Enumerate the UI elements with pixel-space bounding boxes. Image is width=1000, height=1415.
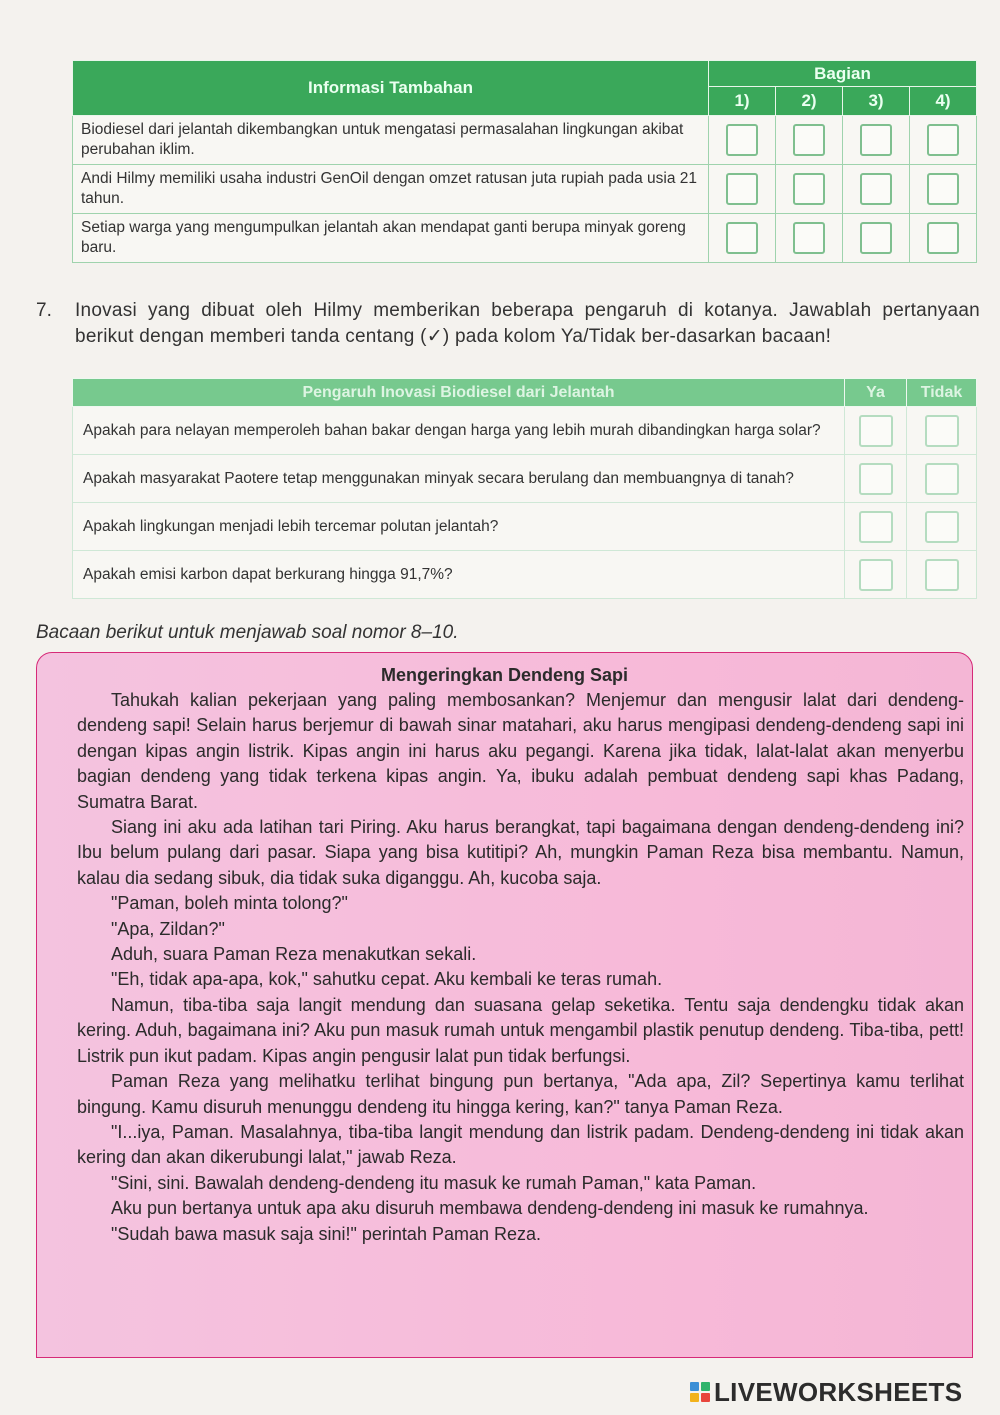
impact-question: Apakah lingkungan menjadi lebih tercemar polutan jelantah? [73,503,845,551]
story-paragraph: "Paman, boleh minta tolong?" [111,893,348,914]
answer-checkbox[interactable] [793,173,825,205]
answer-checkbox[interactable] [860,173,892,205]
yes-checkbox[interactable] [859,415,893,447]
part-header: 3) [843,87,910,116]
story-paragraph: "Eh, tidak apa-apa, kok," sahutku cepat. Aku kembali ke teras rumah. [111,969,663,990]
brand-name: LIVEWORKSHEETS [714,1376,963,1407]
logo-square [701,1393,710,1402]
answer-checkbox[interactable] [793,222,825,254]
story-paragraph: Namun, tiba-tiba saja langit mendung dan suasana gelap seketika. Tentu saja dendengku tidak akan kering. Aduh, bagaimana ini? Aku pun masuk rumah untuk mengambil plastik penutup dendeng. Tiba-tiba, pett! Listrik pun ikut padam. Kipas angin pengusir lalat pun tidak berfungsi. [77,994,964,1066]
answer-checkbox[interactable] [793,124,825,156]
part-header: 1) [709,87,776,116]
biodiesel-impact-table [72,378,977,599]
story-paragraph: "I...iya, Paman. Masalahnya, tiba-tiba langit mendung dan listrik padam. Dendeng-dendeng ini tidak akan kering dan akan dikerubungi lalat," jawab Reza. [77,1121,964,1168]
info-statement: Biodiesel dari jelantah dikembangkan untuk mengatasi permasalahan lingkungan akibat perubahan iklim. [73,116,709,165]
table-row [73,407,977,455]
liveworksheets-mark-icon [690,1382,710,1402]
part-header: 2) [776,87,843,116]
no-checkbox[interactable] [925,559,959,591]
yes-header: Ya [845,379,907,407]
additional-info-table [72,60,977,263]
answer-checkbox[interactable] [927,222,959,254]
question-number: 7. [36,300,52,321]
answer-checkbox[interactable] [726,124,758,156]
answer-checkbox[interactable] [927,173,959,205]
no-checkbox[interactable] [925,415,959,447]
answer-checkbox[interactable] [860,124,892,156]
answer-checkbox[interactable] [860,222,892,254]
impact-header: Pengaruh Inovasi Biodiesel dari Jelantah [73,379,845,407]
answer-checkbox[interactable] [726,222,758,254]
answer-checkbox[interactable] [927,124,959,156]
liveworksheets-logo [690,1376,962,1408]
story-paragraph: "Apa, Zildan?" [111,918,225,939]
question-text: Inovasi yang dibuat oleh Hilmy memberikan beberapa pengaruh di kotanya. Jawablah pertanyaan berikut dengan memberi tanda centang (✓) pada kolom Ya/Tidak ber-dasarkan bacaan! [75,300,980,347]
impact-question: Apakah masyarakat Paotere tetap menggunakan minyak secara berulang dan membuangnya di tanah? [73,455,845,503]
reading-instruction: Bacaan berikut untuk menjawab soal nomor 8–10. [36,622,459,643]
no-checkbox[interactable] [925,463,959,495]
logo-square [690,1393,699,1402]
table-row [73,165,977,214]
table-row [73,455,977,503]
yes-checkbox[interactable] [859,463,893,495]
story-paragraph: Tahukah kalian pekerjaan yang paling membosankan? Menjemur dan mengusir lalat dari dendeng-dendeng sapi! Selain harus berjemur di bawah sinar matahari, aku harus mengipasi dendeng-dendeng sapi ini dengan kipas angin listrik. Kipas angin ini harus aku pegangi. Karena jika tidak, lalat-lalat akan menyerbu bagian dendeng yang tidak terkena kipas angin. Ya, ibuku adalah pembuat dendeng sapi khas Padang, Sumatra Barat. [77,690,964,812]
bagian-header: Bagian [709,61,977,87]
part-header: 4) [910,87,977,116]
table-row [73,503,977,551]
story-paragraph: Siang ini aku ada latihan tari Piring. Aku harus berangkat, tapi bagaimana dengan dendeng-dendeng ini? Ibu belum pulang dari pasar. Siapa yang bisa kutitipi? Ah, mungkin Paman Reza bisa membantu. Namun, kalau dia sedang sibuk, dia tidak suka diganggu. Ah, kucoba saja. [77,817,964,888]
table-row [73,551,977,599]
story-paragraph: Aduh, suara Paman Reza menakutkan sekali. [111,944,477,965]
table-row [73,116,977,165]
story-title: Mengeringkan Dendeng Sapi [380,665,629,685]
story-paragraph: "Sini, sini. Bawalah dendeng-dendeng itu masuk ke rumah Paman," kata Paman. [111,1172,757,1193]
yes-checkbox[interactable] [859,559,893,591]
story-box [36,652,973,1358]
impact-question: Apakah emisi karbon dapat berkurang hingga 91,7%? [73,551,845,599]
answer-checkbox[interactable] [726,173,758,205]
impact-question: Apakah para nelayan memperoleh bahan bakar dengan harga yang lebih murah dibandingkan harga solar? [73,407,845,455]
no-header: Tidak [907,379,977,407]
story-paragraph: "Sudah bawa masuk saja sini!" perintah Paman Reza. [111,1223,542,1244]
story-paragraph: Aku pun bertanya untuk apa aku disuruh membawa dendeng-dendeng ini masuk ke rumahnya. [111,1198,869,1219]
story-paragraph: Paman Reza yang melihatku terlihat bingung pun bertanya, "Ada apa, Zil? Sepertinya kamu terlihat bingung. Kamu disuruh menunggu dendeng itu hingga kering, kan?" tanya Paman Reza. [77,1071,964,1117]
info-statement: Setiap warga yang mengumpulkan jelantah akan mendapat ganti berupa minyak goreng baru. [73,214,709,263]
yes-checkbox[interactable] [859,511,893,543]
table-row [73,214,977,263]
logo-square [690,1382,699,1391]
logo-square [701,1382,710,1391]
question-7 [36,298,980,350]
info-statement: Andi Hilmy memiliki usaha industri GenOil dengan omzet ratusan juta rupiah pada usia 21 tahun. [73,165,709,214]
info-header: Informasi Tambahan [73,61,709,116]
no-checkbox[interactable] [925,511,959,543]
